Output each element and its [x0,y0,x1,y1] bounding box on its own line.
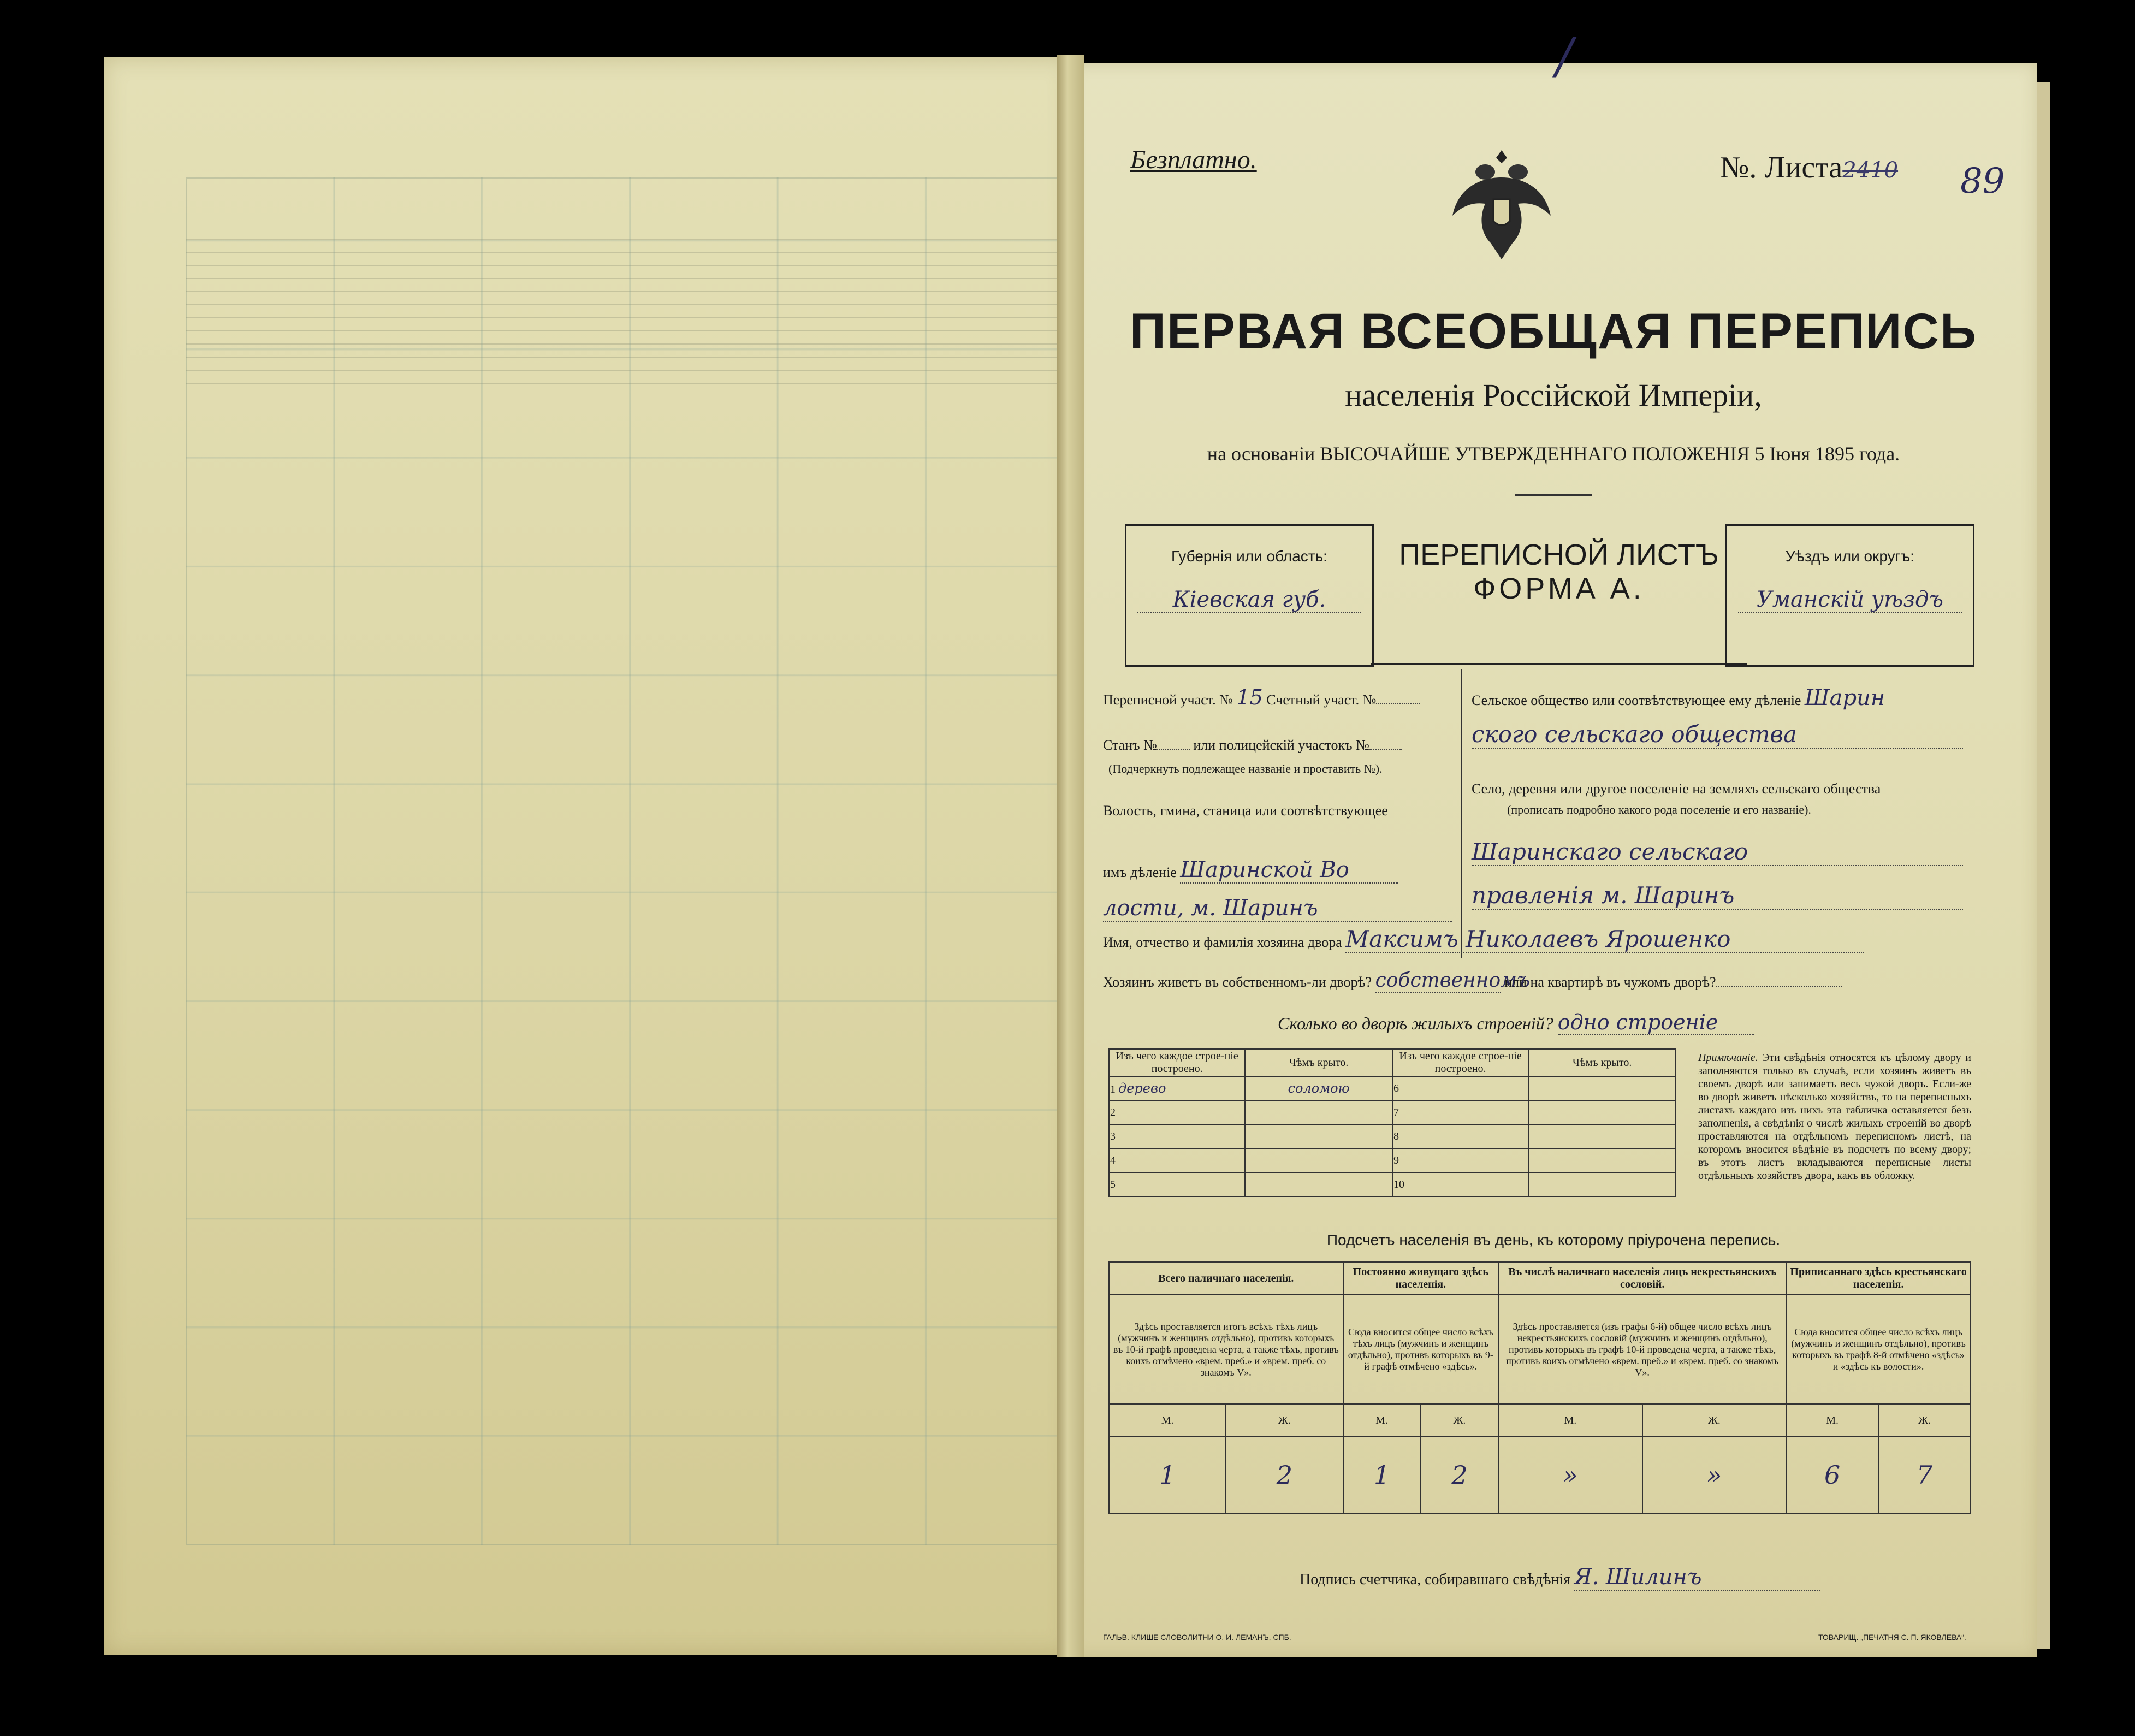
book-spine [1057,55,1084,1657]
table-row: 1 дерево соломою 6 [1109,1076,1676,1100]
lives-field: Хозяинъ живетъ въ собственномъ-ли дворѣ? собственномъ или на квартирѣ въ чужомъ дворѣ? [1103,969,1842,993]
count-col-head-3: Въ числѣ наличнаго населенія лицъ некрестьянскихъ сословій. [1498,1262,1786,1295]
bleed-through-grid [186,177,1061,1545]
volost-value-cont: лости, м. Шаринъ [1103,896,1452,922]
census-subtitle: населенія Россійской Имперіи, [1345,377,1762,413]
m-label: М. [1109,1404,1226,1437]
gubernia-box [1125,524,1374,667]
title-divider [1515,494,1592,496]
census-district-field: Переписной участ. № 15 Счетный участ. № [1103,685,1420,709]
count-values-row: 1 2 1 2 » » 6 7 [1109,1437,1971,1513]
f-label: Ж. [1421,1404,1498,1437]
count-col-desc-4: Сюда вносится общее число всѣхъ лицъ (мужчинъ и женщинъ отдѣльно), противъ которыхъ въ графѣ 8-й отмѣчено «здѣсь» и «здѣсь къ волости». [1786,1295,1971,1404]
form-title-underline [1371,663,1747,665]
imperial-eagle-emblem [1447,139,1556,265]
footer-left: ГАЛЬВ. КЛИШЕ СЛОВОЛИТНИ О. И. ЛЕМАНЪ, СПБ. [1103,1633,1291,1642]
top-mark: / [1556,27,1573,85]
count-title: Подсчетъ населенія въ день, къ которому пріурочена перепись. [1326,1231,1781,1248]
buildings-table [1108,1048,1676,1197]
footer-right: ТОВАРИЩ. „ПЕЧАТНЯ С. П. ЯКОВЛЕВА“. [1818,1633,1966,1642]
village-value-cont: правленія м. Шаринъ [1472,882,1963,910]
col-roof-header: Чѣмъ крыто. [1245,1049,1392,1076]
volost-label: Волость, гмина, станица или соотвѣтствующее [1103,803,1388,819]
uezd-value: Уманскій уѣздъ [1738,587,1962,613]
census-title: ПЕРВАЯ ВСЕОБЩАЯ ПЕРЕПИСЬ [1129,304,1978,359]
f-label: Ж. [1226,1404,1343,1437]
form-title: ПЕРЕПИСНОЙ ЛИСТЪ [1399,538,1719,571]
count-col-head-1: Всего наличнаго населенія. [1109,1262,1343,1295]
table-row: 5 10 [1109,1172,1676,1196]
buildings-field: Сколько во дворѣ жилыхъ строеній? одно строеніе [1278,1010,1754,1035]
village-note: (прописать подробно какого рода поселеніе и его названіе). [1507,803,1811,816]
m-label: М. [1343,1404,1421,1437]
gubernia-label: Губернія или область: [1171,548,1327,565]
f-label: Ж. [1878,1404,1971,1437]
village-label: Село, деревня или другое поселеніе на земляхъ сельскаго общества [1472,781,1881,797]
count-col-head-2: Постоянно живущаго здѣсь населенія. [1343,1262,1499,1295]
col-roof-header-2: Чѣмъ крыто. [1528,1049,1676,1076]
uezd-label: Уѣздъ или округъ: [1785,548,1915,565]
count-col-desc-1: Здѣсь проставляется итогъ всѣхъ тѣхъ лицъ (мужчинъ и женщинъ отдѣльно), противъ которыхъ въ 10-й графѣ проведена черта, а также тѣхъ, противъ коихъ отмѣчено «врем. преб.» и «врем. преб. со знакомъ V». [1109,1295,1343,1404]
col-material-header: Изъ чего каждое строе-ніе построено. [1109,1049,1245,1076]
count-col-desc-3: Здѣсь проставляется (изъ графы 6-й) общее число всѣхъ лицъ некрестьянскихъ сословій (мужчинъ и женщинъ отдѣльно), противъ которыхъ въ графѣ 10-й проведена черта, а также тѣхъ, противъ коихъ отмѣчено «врем. преб.» и «врем. преб. со знакомъ V». [1498,1295,1786,1404]
f-label: Ж. [1642,1404,1787,1437]
buildings-note: Примѣчаніе. Эти свѣдѣнія относятся къ цѣлому двору и заполняются только въ случаѣ, если хозяинъ живетъ въ своемъ дворѣ или занимаетъ весь чужой дворъ. Если-же во дворѣ живетъ нѣсколько хозяйствъ, то на переписныхъ листахъ каждаго изъ нихъ эта табличка оставляется безъ заполненія, а свѣдѣнія о числѣ жилыхъ строеній во дворѣ проставляются на отдѣльномъ переписномъ листѣ, на которомъ вносится вѣдѣніе въ подсчетъ по всему двору; въ этотъ листъ вкладываются переписные листы отдѣльныхъ хозяйствъ двора, какъ въ обложку. [1698,1052,1972,1182]
fields-divider [1461,669,1462,958]
underline-note: (Подчеркнуть подлежащее названіе и проставить №). [1108,762,1383,775]
page-mark: 89 [1960,161,2005,202]
free-label: Безплатно. [1130,145,1257,174]
signature-field: Подпись счетчика, собиравшаго свѣдѣнія Я. Шилинъ [1300,1565,1820,1591]
census-form-page [1070,27,2037,1657]
count-col-desc-2: Сюда вносится общее число всѣхъ тѣхъ лицъ (мужчинъ и женщинъ отдѣльно), противъ которыхъ въ 9-й графѣ отмѣчено «здѣсь». [1343,1295,1499,1404]
table-row: 4 9 [1109,1148,1676,1172]
table-row: 2 7 [1109,1100,1676,1124]
uezd-box [1725,524,1974,667]
owner-field: Имя, отчество и фамилія хозяина двора Максимъ Николаевъ Ярошенко [1103,926,1864,953]
col-material-header-2: Изъ чего каждое строе-ніе построено. [1392,1049,1528,1076]
volost-field: имъ дѣленіе Шаринской Во [1103,857,1398,884]
form-subtitle: ФОРМА А. [1473,572,1645,605]
census-basis: на основаніи ВЫСОЧАЙШЕ УТВЕРЖДЕННАГО ПОЛОЖЕНІЯ 5 Іюня 1895 года. [1207,443,1900,465]
table-row: 3 8 [1109,1124,1676,1148]
count-col-head-4: Приписаннаго здѣсь крестьянскаго населенія. [1786,1262,1971,1295]
m-label: М. [1786,1404,1878,1437]
population-count-table [1108,1261,1971,1514]
form-title-block [1371,538,1747,606]
society-value-cont: ского сельскаго общества [1472,721,1963,749]
stan-field: Станъ № или полицейскій участокъ № [1103,737,1402,754]
m-label: М. [1498,1404,1642,1437]
gubernia-value: Кіевская губ. [1137,587,1361,613]
society-field: Сельское общество или соотвѣтствующее ему дѣленіе Шарин [1472,685,1885,710]
village-value: Шаринскаго сельскаго [1472,838,1963,866]
sheet-number-label: №. Листа2410 [1720,151,1899,185]
left-page [104,57,1070,1655]
